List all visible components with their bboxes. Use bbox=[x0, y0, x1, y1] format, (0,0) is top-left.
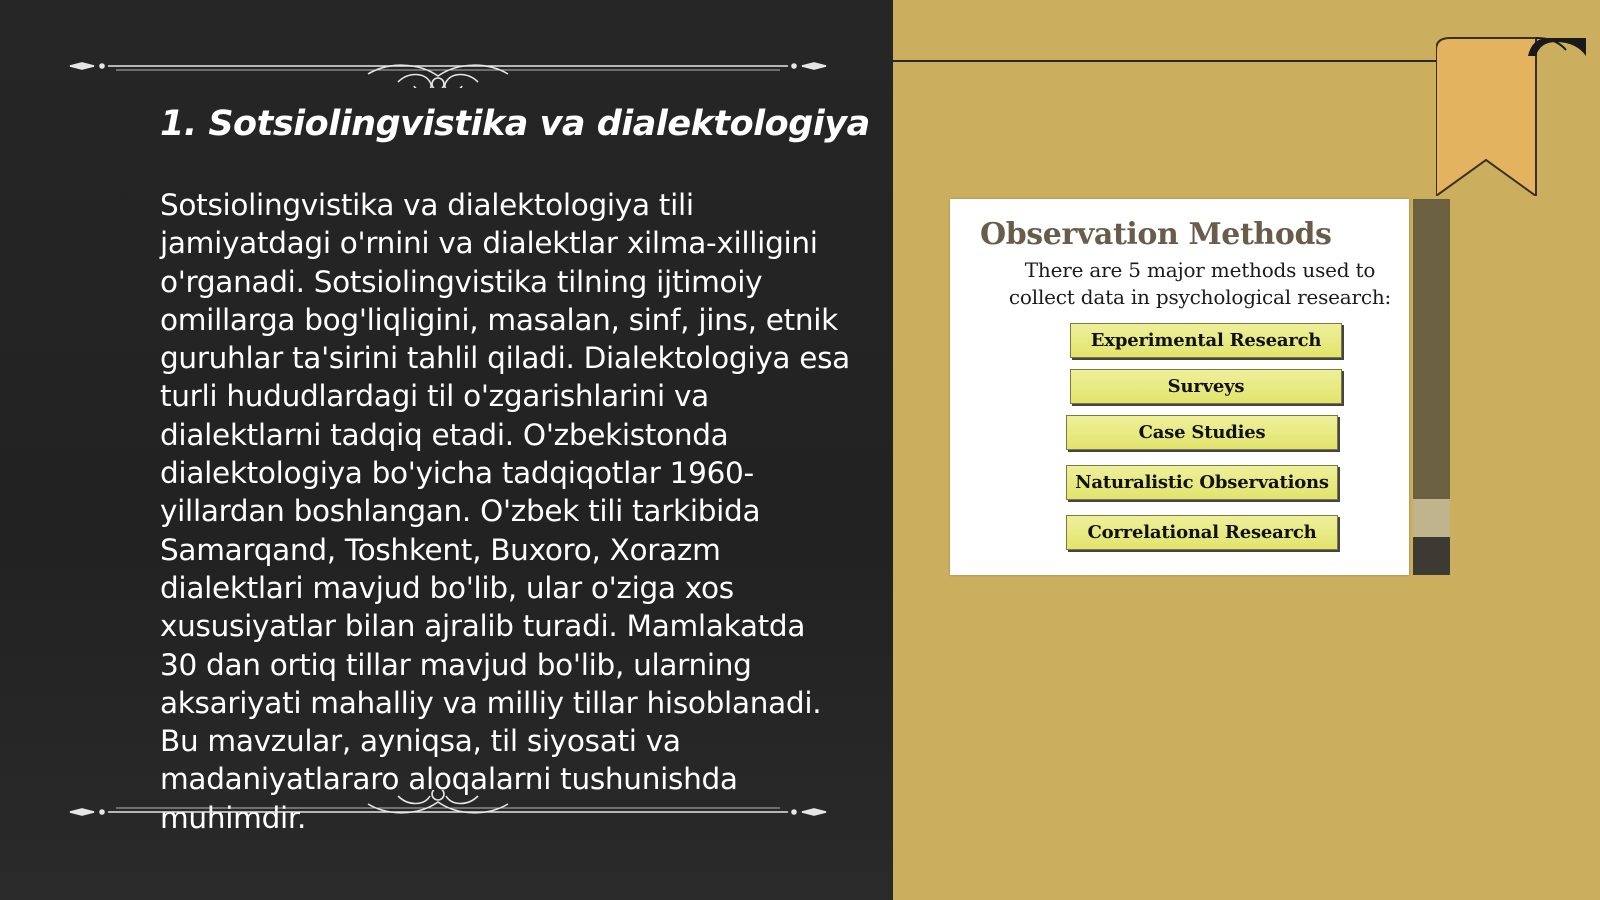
inset-title: Observation Methods bbox=[980, 217, 1332, 252]
naturalistic-observations-button[interactable]: Naturalistic Observations bbox=[1066, 465, 1338, 500]
strip-band-dark bbox=[1413, 537, 1450, 575]
strip-band-light bbox=[1413, 499, 1450, 537]
body-text: Sotsiolingvistika va dialektologiya tili jamiyatdagi o'rnini va dialektlar xilma-xilligini o'rganadi. Sotsiolingvistika tilning ijtimoiy omillarga bog'liqligini, masalan, sinf, jins, etnik guruhlar ta'sirini tahlil qiladi. Dialektologiya esa turli hududlardagi til o'zgarishlarini va dialektlarni tadqiq etadi. O'zbekistonda dialektologiya bo'yicha tadqiqotlar 1960-yillardan boshlangan. O'zbek tili tarkibida Samarqand, Toshkent, Buxoro, Xorazm dialektlari mavjud bo'lib, ular o'ziga xos xususiyatlar bilan ajralib turadi. Mamlakatda 30 dan ortiq tillar mavjud bo'lib, ularning aksariyati mahalliy va milliy tillar hisoblanadi. Bu mavzular, ayniqsa, til siyosati va madaniyatlararo aloqalarni tushunishda muhimdir. bbox=[160, 188, 850, 835]
ornamental-divider-top bbox=[68, 48, 828, 88]
image-side-strip bbox=[1413, 199, 1450, 575]
ornamental-divider-bottom bbox=[68, 790, 828, 830]
observation-methods-image bbox=[950, 199, 1409, 575]
slide-title: 1. Sotsiolingvistika va dialektologiya bbox=[160, 104, 870, 144]
case-studies-button[interactable]: Case Studies bbox=[1066, 415, 1338, 450]
surveys-button[interactable]: Surveys bbox=[1070, 369, 1342, 404]
bookmark-ribbon bbox=[1436, 36, 1586, 196]
correlational-research-button[interactable]: Correlational Research bbox=[1066, 515, 1338, 550]
horizontal-rule bbox=[893, 60, 1453, 62]
experimental-research-button[interactable]: Experimental Research bbox=[1070, 323, 1342, 358]
inset-description: There are 5 major methods used to collect data in psychological research: bbox=[1008, 258, 1392, 309]
